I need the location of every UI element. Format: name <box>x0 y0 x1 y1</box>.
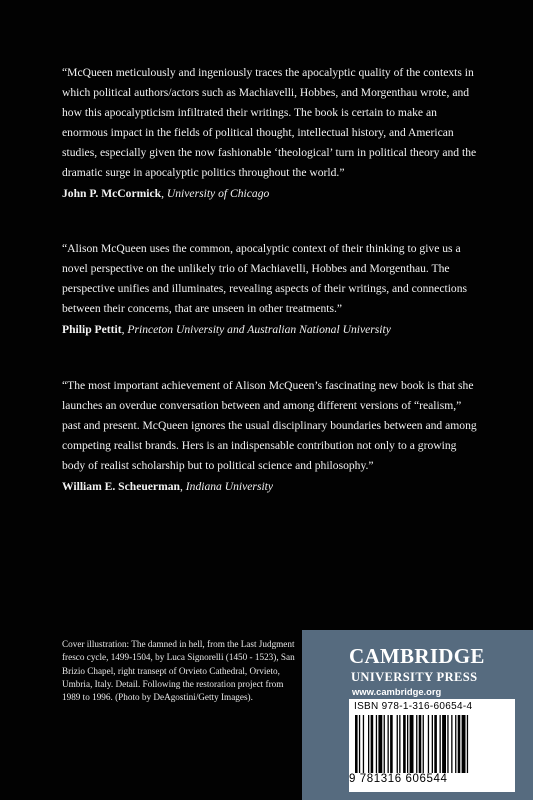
publisher-logo-line1: CAMBRIDGE <box>349 644 485 668</box>
blurb-quote: “Alison McQueen uses the common, apocalyptic context of their thinking to give us a novel perspective on the unlikely trio of Machiavelli, Hobbes and Morgenthau. The perspective unifies and illuminates, revealing aspects of their writings, and connections between their concerns, that are unseen in other treatments.” <box>62 242 468 315</box>
blurb-author: William E. Scheuerman <box>62 480 180 493</box>
publisher-logo-line2: UNIVERSITY PRESS <box>351 670 478 684</box>
isbn-label: ISBN 978-1-316-60654-4 <box>354 701 473 712</box>
blurb-author: Philip Pettit <box>62 323 122 336</box>
blurb-attribution: Philip Pettit, Princeton University and Australian National University <box>62 323 391 336</box>
publisher-panel <box>302 630 533 800</box>
barcode-icon <box>355 715 509 773</box>
blurb-author: John P. McCormick <box>62 187 162 200</box>
publisher-url: www.cambridge.org <box>352 686 442 697</box>
blurb-quote: “The most important achievement of Alison McQueen’s fascinating new book is that she launches an overdue conversation between and among different versions of “realism,” past and present. McQueen ignores the usual disciplinary boundaries between and among competing realist brands. Hers is an indispensable contribution not only to a growing body of realist scholarship but to political science and philosophy.” <box>62 379 477 472</box>
blurb-affiliation: Princeton University and Australian National University <box>127 323 391 336</box>
blurb-affiliation: University of Chicago <box>166 187 270 200</box>
barcode-box <box>349 699 515 792</box>
blurb-pettit <box>62 239 482 338</box>
blurb-attribution: John P. McCormick, University of Chicago <box>62 187 270 200</box>
blurb-attribution: William E. Scheuerman, Indiana University <box>62 480 274 493</box>
cover-illustration-credit: Cover illustration: The damned in hell, from the Last Judgment fresco cycle, 1499-1504, by Luca Signorelli (1450 - 1523), San Brizio Chapel, right transept of Orvieto Cathedral, Orvieto, Umbria, Italy. Detail. Following the restoration project from 1989 to 1996. (Photo by DeAgostini/Getty Images). <box>62 639 295 703</box>
blurb-affiliation: Indiana University <box>185 480 274 493</box>
barcode-digits: 9 781316 606544 <box>349 773 448 785</box>
blurb-scheuerman <box>62 376 482 495</box>
blurb-mccormick <box>62 63 482 202</box>
blurb-quote: “McQueen meticulously and ingeniously traces the apocalyptic quality of the contexts in which political authors/actors such as Machiavelli, Hobbes, and Morgenthau wrote, and how this apocalypticism infiltrated their writings. The book is certain to make an enormous impact in the fields of political thought, intellectual history, and American studies, especially given the now fashionable ‘theological’ turn in political theory and the dramatic surge in apocalyptic politics throughout the world.” <box>62 66 477 179</box>
